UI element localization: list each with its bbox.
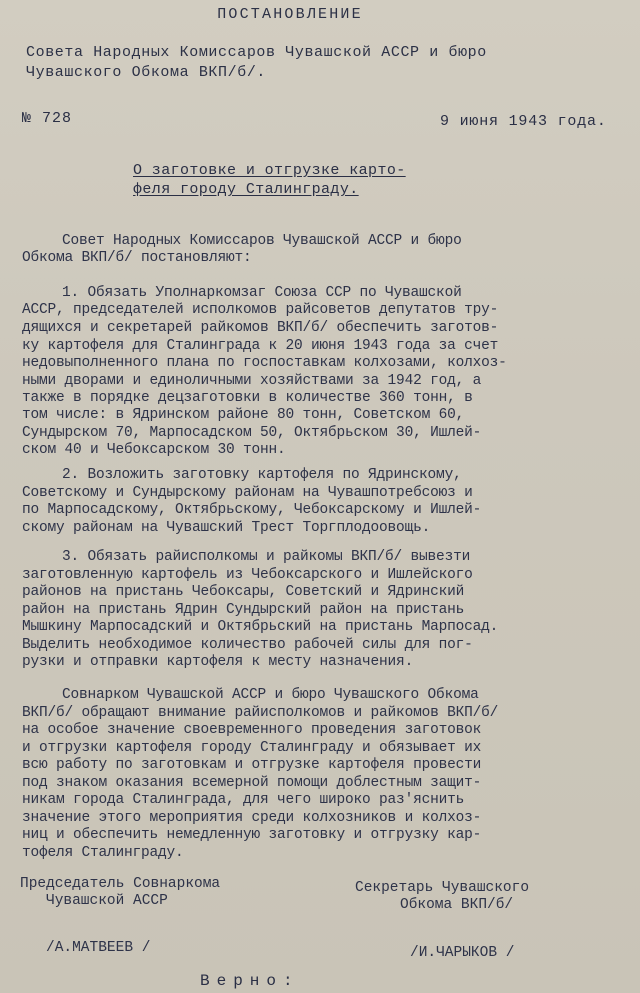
- body-line: по Марпосадскому, Октябрьскому, Чебоксарскому и Ишлей-: [22, 502, 482, 518]
- subject-line: О заготовке и отгрузке карто-: [133, 162, 406, 179]
- body-line: 3. Обязать райисполкомы и райкомы ВКП/б/ вывезти: [62, 549, 471, 565]
- certification-mark: Верно:: [200, 972, 300, 990]
- body-line: скому районам на Чувашский Трест Торгплодоовощь.: [22, 520, 431, 536]
- body-line: АССР, председателей исполкомов райсоветов депутатов тру-: [22, 302, 499, 318]
- body-line: на особое значение своевременного проведения заготовок: [22, 722, 482, 738]
- body-line: и отгрузки картофеля городу Сталинграду и обязывает их: [22, 740, 482, 756]
- body-line: Советскому и Сундырскому районам на Чувашпотребсоюз и: [22, 485, 473, 501]
- body-line: никам города Сталинграда, для чего широко раз'яснить: [22, 792, 465, 808]
- body-line: районов на пристань Чебоксары, Советский и Ядринский: [22, 584, 465, 600]
- body-line: Мышкину Марпосадский и Октябрьский на пристань Марпосад.: [22, 619, 499, 635]
- body-line: значение этого мероприятия среди колхозников и колхоз-: [22, 810, 482, 826]
- document-number: № 728: [22, 110, 73, 127]
- signature-right-title: Секретарь Чувашского: [355, 880, 530, 896]
- signature-left-title: Чувашской АССР: [46, 893, 168, 909]
- body-line: Выделить необходимое количество рабочей силы для пог-: [22, 637, 473, 653]
- body-line: Сундырском 70, Марпосадском 50, Октябрьском 30, Ишлей-: [22, 425, 482, 441]
- document-date: 9 июня 1943 года.: [440, 113, 607, 130]
- body-line: дящихся и секретарей райкомов ВКП/б/ обеспечить заготов-: [22, 320, 499, 336]
- body-line: 2. Возложить заготовку картофеля по Ядринскому,: [62, 467, 462, 483]
- body-line: ку картофеля для Сталинграда к 20 июня 1943 года за счет: [22, 338, 499, 354]
- body-line: ВКП/б/ обращают внимание райисполкомов и райкомов ВКП/б/: [22, 705, 499, 721]
- body-line: под знаком оказания всемерной помощи доблестным защит-: [22, 775, 482, 791]
- subject-line: феля городу Сталинграду.: [133, 181, 359, 198]
- issuer-line: Совета Народных Комиссаров Чувашской АССР и бюро: [26, 44, 487, 61]
- body-line: также в порядке децзаготовки в количестве 360 тонн, в: [22, 390, 473, 406]
- document-title: ПОСТАНОВЛЕНИЕ: [217, 6, 363, 23]
- body-line: 1. Обязать Уполнаркомзаг Союза ССР по Чувашской: [62, 285, 462, 301]
- body-line: недовыполненного плана по госпоставкам колхозами, колхоз-: [22, 355, 507, 371]
- signature-left-name: /А.МАТВЕЕВ /: [46, 940, 151, 956]
- body-line: ниц и обеспечить немедленную заготовку и отгрузку кар-: [22, 827, 482, 843]
- body-line: всю работу по заготовкам и отгрузке картофеля провести: [22, 757, 482, 773]
- body-line: том числе: в Ядринском районе 80 тонн, Советском 60,: [22, 407, 465, 423]
- body-line: район на пристань Ядрин Сундырский район на пристань: [22, 602, 465, 618]
- body-line: Совет Народных Комиссаров Чувашской АССР и бюро: [62, 233, 462, 249]
- body-line: тофеля Сталинграду.: [22, 845, 184, 861]
- signature-right-name: /И.ЧАРЫКОВ /: [410, 945, 515, 961]
- body-line: Обкома ВКП/б/ постановляют:: [22, 250, 252, 266]
- signature-left-title: Председатель Совнаркома: [20, 876, 221, 892]
- body-line: заготовленную картофель из Чебоксарского и Ишлейского: [22, 567, 473, 583]
- issuer-line: Чувашского Обкома ВКП/б/.: [26, 64, 267, 81]
- body-line: рузки и отправки картофеля к месту назначения.: [22, 654, 414, 670]
- body-line: Совнарком Чувашской АССР и бюро Чувашского Обкома: [62, 687, 479, 703]
- signature-right-title: Обкома ВКП/б/: [400, 897, 514, 913]
- body-line: ными дворами и единоличными хозяйствами за 1942 год, а: [22, 373, 482, 389]
- body-line: ском 40 и Чебоксарском 30 тонн.: [22, 442, 286, 458]
